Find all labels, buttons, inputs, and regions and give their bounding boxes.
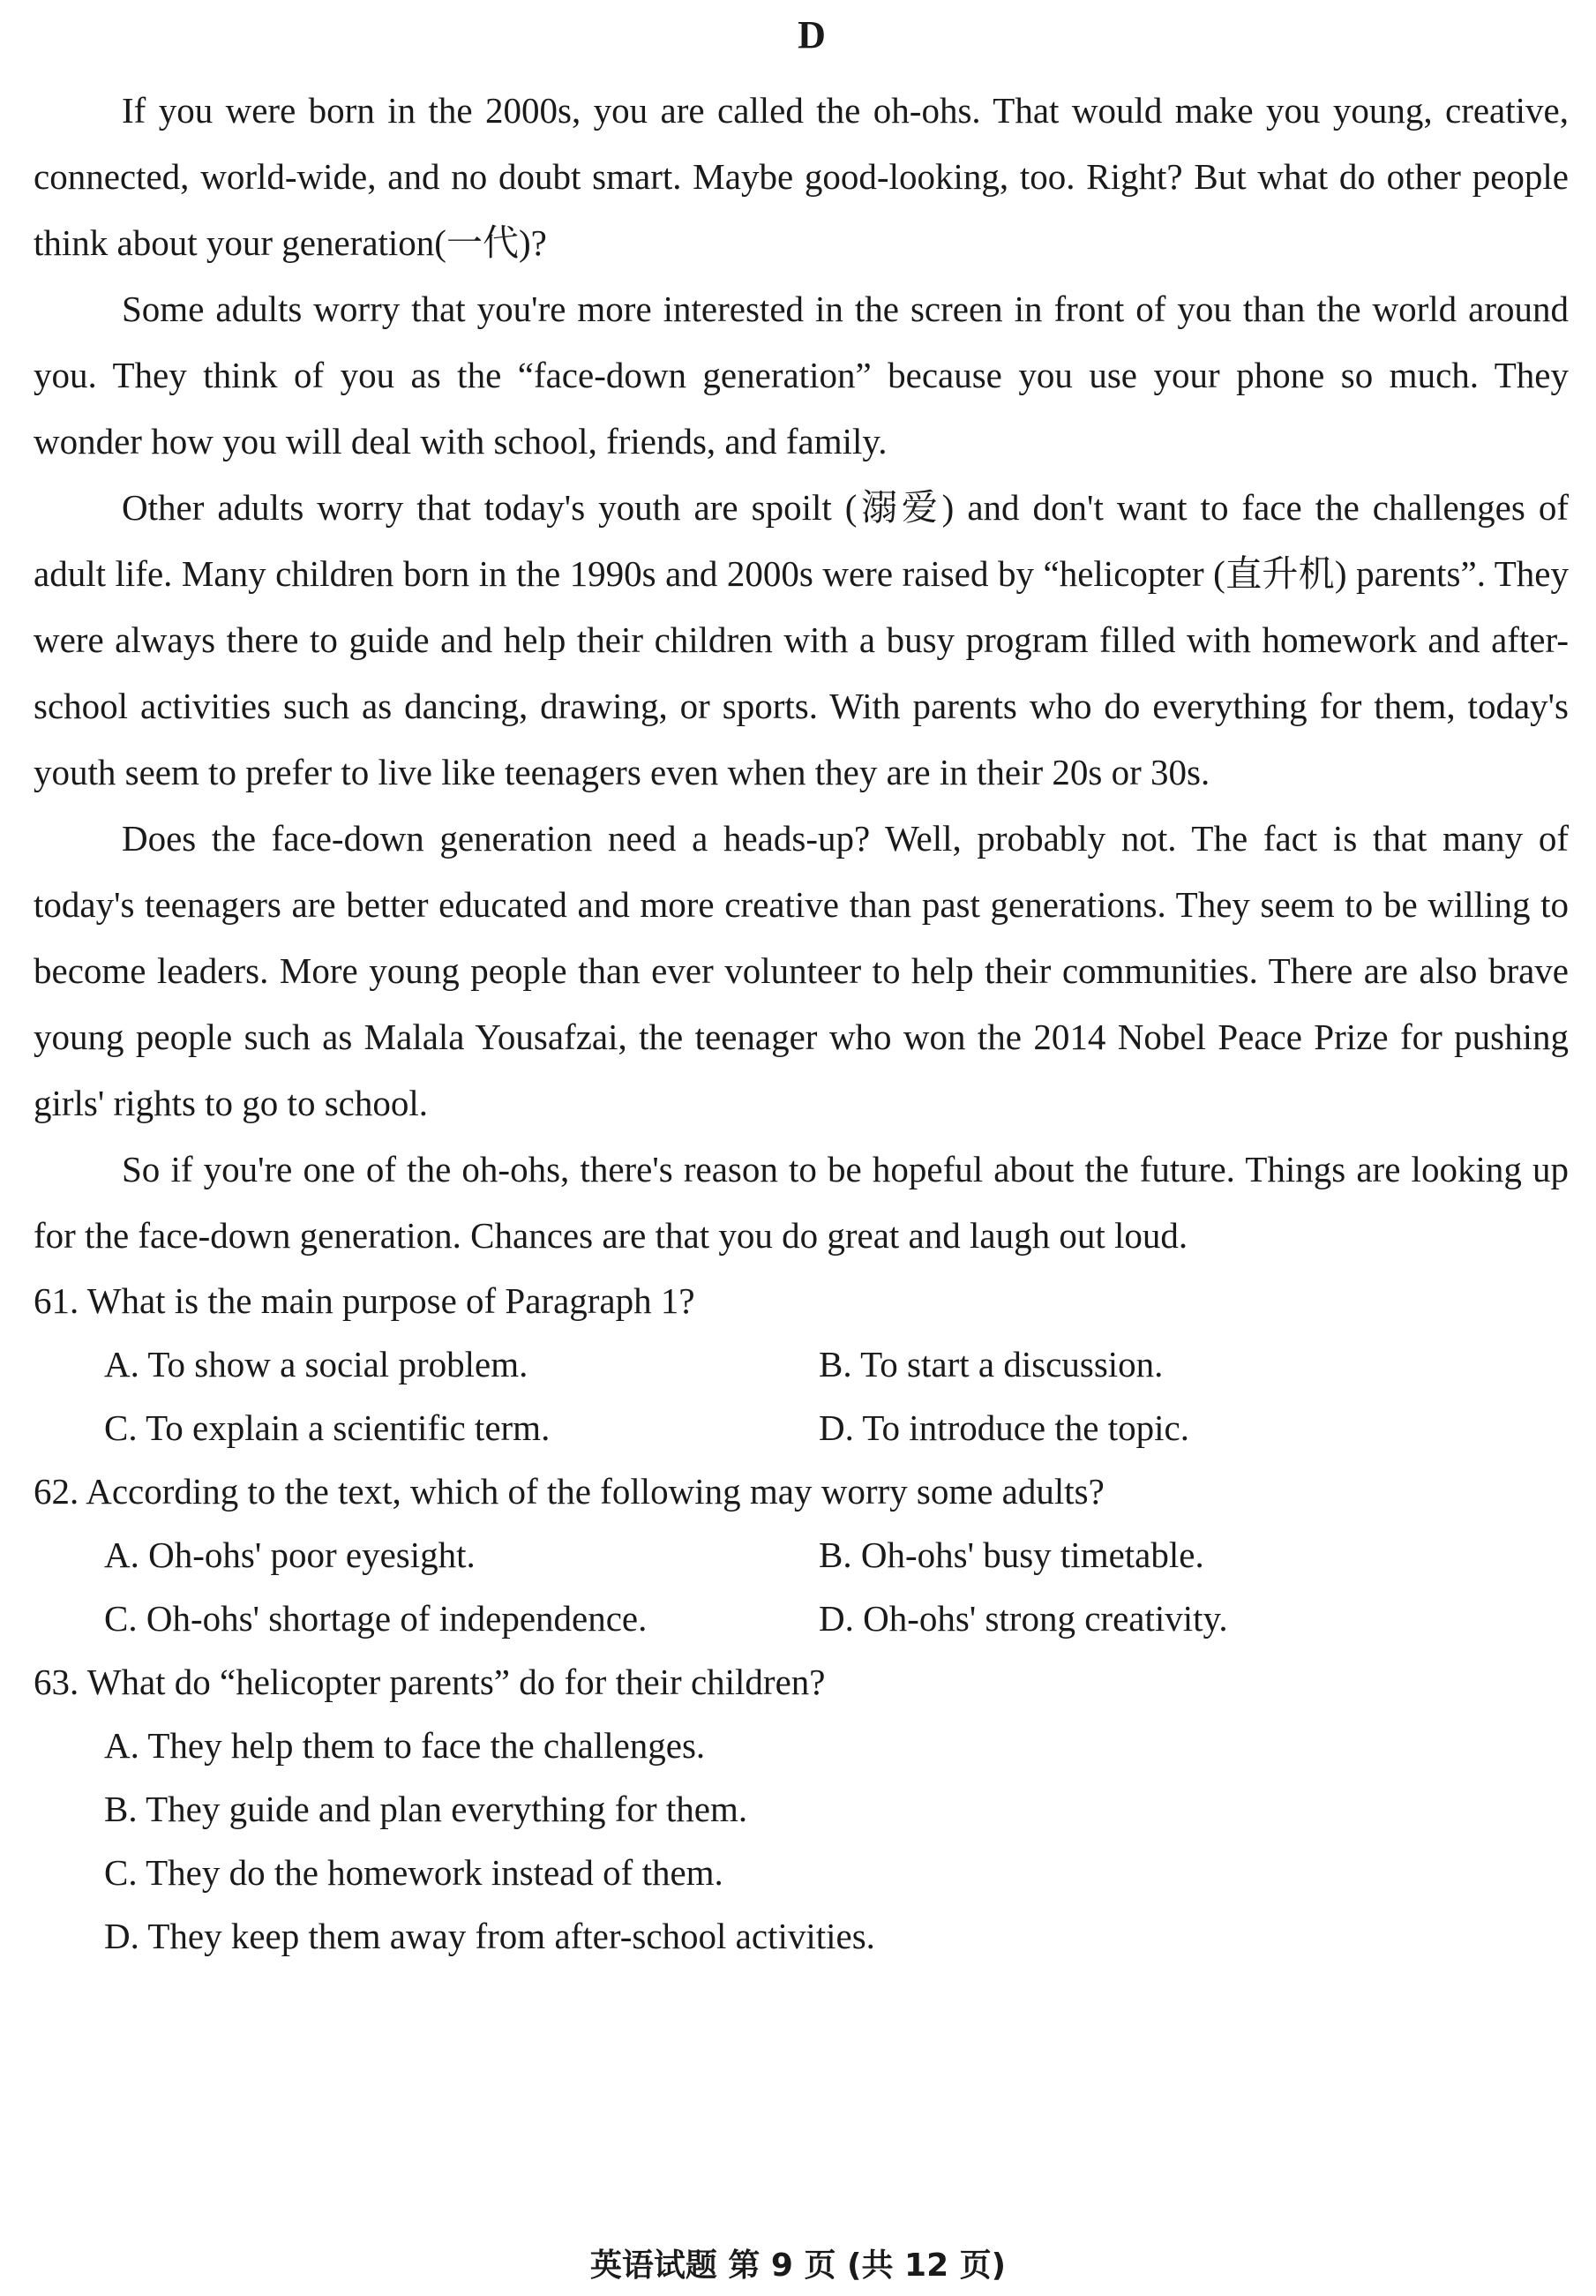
option-a: A. To show a social problem. (104, 1344, 528, 1384)
option-b: B. Oh-ohs' busy timetable. (819, 1534, 1204, 1575)
question-stem: 62. According to the text, which of the following may worry some adults? (34, 1471, 1105, 1512)
question-62 (34, 1459, 1569, 1650)
option-a: A. Oh-ohs' poor eyesight. (104, 1534, 476, 1575)
option-grid (34, 1523, 1569, 1650)
passage-paragraph-3: Other adults worry that today's youth are spoilt (溺爱) and don't want to face the challenges of adult life. Many children born in the 1990s and 2000s were raised by “helicopter (直升机) parents”. They were always there to guide and help their children with a busy program filled with homework and after-school activities such as dancing, drawing, or sports. With parents who do everything for them, today's youth seem to prefer to live like teenagers even when they are in their 20s or 30s. (34, 487, 1569, 792)
reading-passage (34, 78, 1569, 1269)
question-stem: 61. What is the main purpose of Paragraph 1? (34, 1280, 695, 1321)
passage-paragraph-5: So if you're one of the oh-ohs, there's reason to be hopeful about the future. Things are looking up for the face-down generation. Chances are that you do great and laugh out loud. (34, 1149, 1569, 1256)
option-d: D. To introduce the topic. (819, 1407, 1189, 1448)
option-c: C. They do the homework instead of them. (104, 1852, 723, 1893)
passage-paragraph-1: If you were born in the 2000s, you are called the oh-ohs. That would make you young, creative, connected, world-wide, and no doubt smart. Maybe good-looking, too. Right? But what do other people think about your generation(一代)? (34, 90, 1569, 263)
question-list (34, 1269, 1569, 1968)
question-stem: 63. What do “helicopter parents” do for their children? (34, 1662, 826, 1702)
page-footer: 英语试题 第 9 页 (共 12 页) (589, 2247, 1007, 2284)
question-63 (34, 1650, 1569, 1968)
option-d: D. They keep them away from after-school activities. (104, 1916, 875, 1956)
passage-paragraph-2: Some adults worry that you're more interested in the screen in front of you than the world around you. They think of you as the “face-down generation” because you use your phone so much. They wonder how you will deal with school, friends, and family. (34, 289, 1569, 461)
passage-paragraph-4: Does the face-down generation need a heads-up? Well, probably not. The fact is that many of today's teenagers are better educated and more creative than past generations. They seem to be willing to become leaders. More young people than ever volunteer to help their communities. There are also brave young people such as Malala Yousafzai, the teenager who won the 2014 Nobel Peace Prize for pushing girls' rights to go to school. (34, 818, 1569, 1123)
option-b: B. To start a discussion. (819, 1344, 1164, 1384)
exam-page (34, 0, 1569, 1968)
option-a: A. They help them to face the challenges. (104, 1725, 706, 1766)
option-grid (34, 1332, 1569, 1459)
section-heading: D (798, 13, 826, 56)
option-c: C. Oh-ohs' shortage of independence. (104, 1598, 648, 1639)
option-b: B. They guide and plan everything for them. (104, 1789, 748, 1829)
option-list (34, 1714, 1569, 1968)
question-61 (34, 1269, 1569, 1459)
option-c: C. To explain a scientific term. (104, 1407, 551, 1448)
option-d: D. Oh-ohs' strong creativity. (819, 1598, 1228, 1639)
